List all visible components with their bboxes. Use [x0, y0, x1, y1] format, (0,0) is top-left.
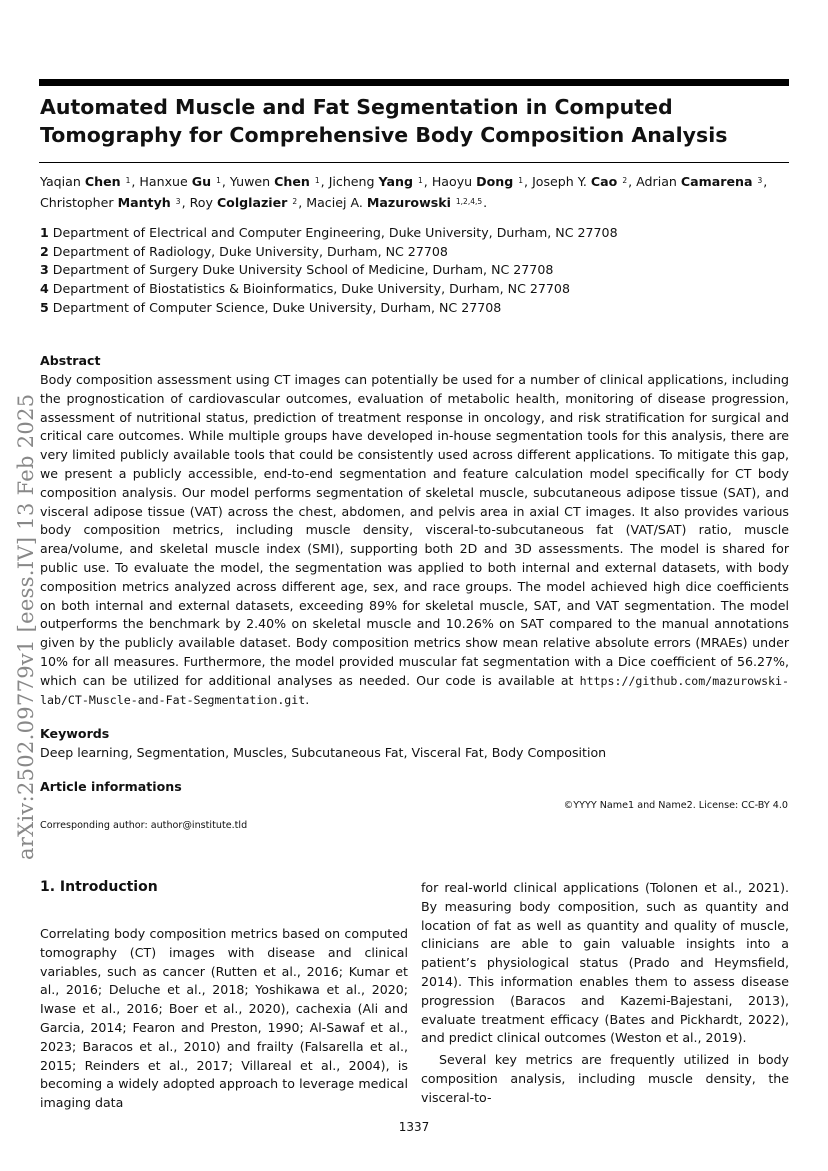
author	[230, 174, 321, 189]
author-family-name: Yang	[378, 174, 413, 189]
author-given-name: Maciej A.	[306, 195, 367, 210]
author-given-name: Yaqian	[40, 174, 85, 189]
license-text: ©YYYY Name1 and Name2. License: CC-BY 4.0	[563, 800, 788, 811]
affiliation-item	[40, 280, 790, 299]
article-info-heading: Article informations	[40, 779, 182, 794]
author-affiliation-mark: 3	[757, 176, 763, 185]
intro-left-column	[40, 925, 408, 1113]
author-family-name: Colglazier	[216, 195, 288, 210]
arxiv-stamp-text: arXiv:2502.09779v1 [eess.IV] 13 Feb 2025	[14, 393, 38, 860]
author-affiliation-mark: 1	[216, 176, 221, 185]
author-family-name: Chen	[274, 174, 310, 189]
author-affiliation-mark: 3	[175, 197, 181, 206]
author-family-name: Mantyh	[117, 195, 171, 210]
author-given-name: Hanxue	[139, 174, 192, 189]
author	[40, 174, 131, 189]
author-family-name: Mazurowski	[366, 195, 451, 210]
affiliation-item	[40, 224, 790, 243]
affiliation-number: 3	[40, 262, 49, 278]
author-affiliation-mark: 1	[418, 176, 423, 185]
author-given-name: Haoyu	[431, 174, 477, 189]
affiliation-text: Department of Computer Science, Duke University, Durham, NC 27708	[48, 299, 502, 315]
author-affiliation-mark: 2	[292, 197, 298, 206]
intro-right-paragraph-1: for real-world clinical applications (Tolonen et al., 2021). By measuring body composition, such as quantity and location of fat as well as quantity and quality of muscle, clinicians are able to gain valuable insights into a patient’s physiological status (Prado and Heymsfield, 2014). This information enables them to assess disease progression (Baracos and Kazemi-Bajestani, 2013), evaluate treatment efficacy (Bates and Pickhardt, 2022), and predict clinical outcomes (Weston et al., 2019).	[421, 880, 789, 1046]
author-given-name: Adrian	[636, 174, 681, 189]
affiliation-number: 4	[40, 281, 49, 297]
affiliation-list	[40, 224, 790, 318]
intro-right-paragraph-2: Several key metrics are frequently utilized in body composition analysis, including muscle density, the visceral-to-	[421, 1052, 789, 1105]
author	[329, 174, 424, 189]
title-rule	[39, 162, 789, 163]
author-family-name: Chen	[84, 174, 121, 189]
affiliation-number: 5	[40, 299, 49, 315]
author	[636, 174, 763, 189]
author	[432, 174, 524, 189]
page-number: 1337	[398, 1120, 430, 1134]
affiliation-text: Department of Radiology, Duke University, Durham, NC 27708	[48, 243, 448, 259]
author-given-name: Yuwen	[229, 174, 275, 189]
author-family-name: Gu	[191, 174, 212, 189]
abstract-text: Body composition assessment using CT images can potentially be used for a number of clinical applications, including the prognostication of cardiovascular outcomes, evaluation of metabolic health, monitoring of disease progression, assessment of nutritional status, prediction of treatment response in oncology, and risk stratification for surgical and critical care outcomes. While multiple groups have developed in-house segmentation tools for this analysis, there are very limited publicly available tools that could be consistently used across different applications. To mitigate this gap, we present a publicly accessible, end-to-end segmentation and feature calculation model specifically for CT body composition analysis. Our model performs segmentation of skeletal muscle, subcutaneous adipose tissue (SAT), and visceral adipose tissue (VAT) across the chest, abdomen, and pelvis area in axial CT images. It also provides various body composition metrics, including muscle density, visceral-to-subcutaneous fat (VAT/SAT) ratio, muscle area/volume, and skeletal muscle index (SMI), supporting both 2D and 3D assessments. The model is shared for public use. To evaluate the model, the segmentation was applied to both internal and external datasets, with body composition metrics analyzed across different age, sex, and race groups. The model achieved high dice coefficients on both internal and external datasets, exceeding 89% for skeletal muscle, SAT, and VAT segmentation. The model outperforms the benchmark by 2.40% on skeletal muscle and 10.26% on SAT compared to the manual annotations given by the publicly available dataset. Body composition metrics show mean relative absolute errors (MRAEs) under 10% for all measures. Furthermore, the model provided muscular fat segmentation with a Dice coefficient of 56.27%, which can be utilized for additional analyses as needed. Our code is available at	[40, 372, 789, 688]
author	[190, 195, 299, 210]
affiliation-text: Department of Biostatistics & Bioinformatics, Duke University, Durham, NC 27708	[48, 281, 570, 297]
keywords-text: Deep learning, Segmentation, Muscles, Subcutaneous Fat, Visceral Fat, Body Composition	[40, 745, 607, 760]
affiliation-item	[40, 299, 790, 318]
abstract-heading: Abstract	[40, 353, 101, 368]
author-given-name: Roy	[189, 195, 217, 210]
keywords-heading: Keywords	[40, 726, 110, 741]
affiliation-text: Department of Electrical and Computer Engineering, Duke University, Durham, NC 27708	[48, 225, 618, 240]
code-link[interactable]: https://github.com/mazurowski-lab/CT-Muscle-and-Fat-Segmentation.git	[40, 673, 789, 707]
affiliation-number: 1	[40, 225, 49, 240]
author-affiliation-mark: 1	[314, 176, 320, 185]
author-list: Yaqian Chen $^1$, Hanxue Gu $^1$, Yuwen Chen $^1$, Jicheng Yang $^1$, Haoyu Dong $^1$, Joseph Y. Cao $^2$, Adrian Camarena $^3$, Christopher Mantyh $^3$, Roy Colglazier $^2$, Maciej A. Mazurowski $^{1,2,4,5}$.	[40, 174, 768, 210]
author-affiliation-mark: 1,2,4,5	[455, 197, 483, 206]
author-given-name: Joseph Y.	[532, 174, 591, 189]
author-affiliation-mark: 1	[125, 176, 131, 185]
author	[139, 174, 221, 189]
affiliation-text: Department of Surgery Duke University School of Medicine, Durham, NC 27708	[48, 262, 554, 278]
author-given-name: Jicheng	[328, 174, 379, 189]
intro-right-column	[421, 879, 789, 1108]
corresponding-author: Corresponding author: author@institute.tld	[40, 820, 248, 831]
affiliation-item	[40, 261, 790, 280]
author-family-name: Dong	[476, 174, 514, 189]
affiliation-item	[40, 243, 790, 262]
arxiv-stamp	[14, 360, 40, 860]
author	[532, 174, 628, 189]
intro-heading: 1. Introduction	[40, 879, 158, 895]
author	[306, 195, 483, 210]
author-family-name: Cao	[590, 174, 618, 189]
author	[40, 195, 182, 210]
top-rule	[39, 79, 789, 86]
author-affiliation-mark: 1	[518, 176, 524, 185]
author-affiliation-mark: 2	[622, 176, 628, 185]
author-family-name: Camarena	[680, 174, 753, 189]
paper-title: Automated Muscle and Fat Segmentation in Computed Tomography for Comprehensive Body Composition Analysis	[40, 95, 728, 147]
intro-left-paragraph: Correlating body composition metrics based on computed tomography (CT) images with disease and clinical variables, such as cancer (Rutten et al., 2016; Kumar et al., 2016; Deluche et al., 2018; Yoshikawa et al., 2020; Iwase et al., 2016; Boer et al., 2020), cachexia (Ali and Garcia, 2014; Fearon and Preston, 1990; Al-Sawaf et al., 2023; Baracos et al., 2010) and frailty (Falsarella et al., 2015; Reinders et al., 2017; Villareal et al., 2004), is becoming a widely adopted approach to leverage medical imaging data	[40, 926, 408, 1111]
affiliation-number: 2	[40, 243, 49, 259]
author-given-name: Christopher	[40, 195, 118, 210]
abstract-body: Body composition assessment using CT images can potentially be used for a number of clinical applications, including the prognostication of cardiovascular outcomes, evaluation of metabolic health, monitoring of disease progression, assessment of nutritional status, prediction of treatment response in oncology, and risk stratification for surgical and critical care outcomes. While multiple groups have developed in-house segmentation tools for this analysis, there are very limited publicly available tools that could be consistently used across different applications. To mitigate this gap, we present a publicly accessible, end-to-end segmentation and feature calculation model specifically for CT body composition analysis. Our model performs segmentation of skeletal muscle, subcutaneous adipose tissue (SAT), and visceral adipose tissue (VAT) across the chest, abdomen, and pelvis area in axial CT images. It also provides various body composition metrics, including muscle density, visceral-to-subcutaneous fat (VAT/SAT) ratio, muscle area/volume, and skeletal muscle index (SMI), supporting both 2D and 3D assessments. The model is shared for public use. To evaluate the model, the segmentation was applied to both internal and external datasets, with body composition metrics analyzed across different age, sex, and race groups. The model achieved high dice coefficients on both internal and external datasets, exceeding 89% for skeletal muscle, SAT, and VAT segmentation. The model outperforms the benchmark by 2.40% on skeletal muscle and 10.26% on SAT compared to the manual annotations given by the publicly available dataset. Body composition metrics show mean relative absolute errors (MRAEs) under 10% for all measures. Furthermore, the model provided muscular fat segmentation with a Dice coefficient of 56.27%, which can be utilized for additional analyses as needed. Our code is available at https://github.com/mazurowski-lab/CT-Muscle-and-Fat-Segmentation.git.	[40, 372, 789, 707]
